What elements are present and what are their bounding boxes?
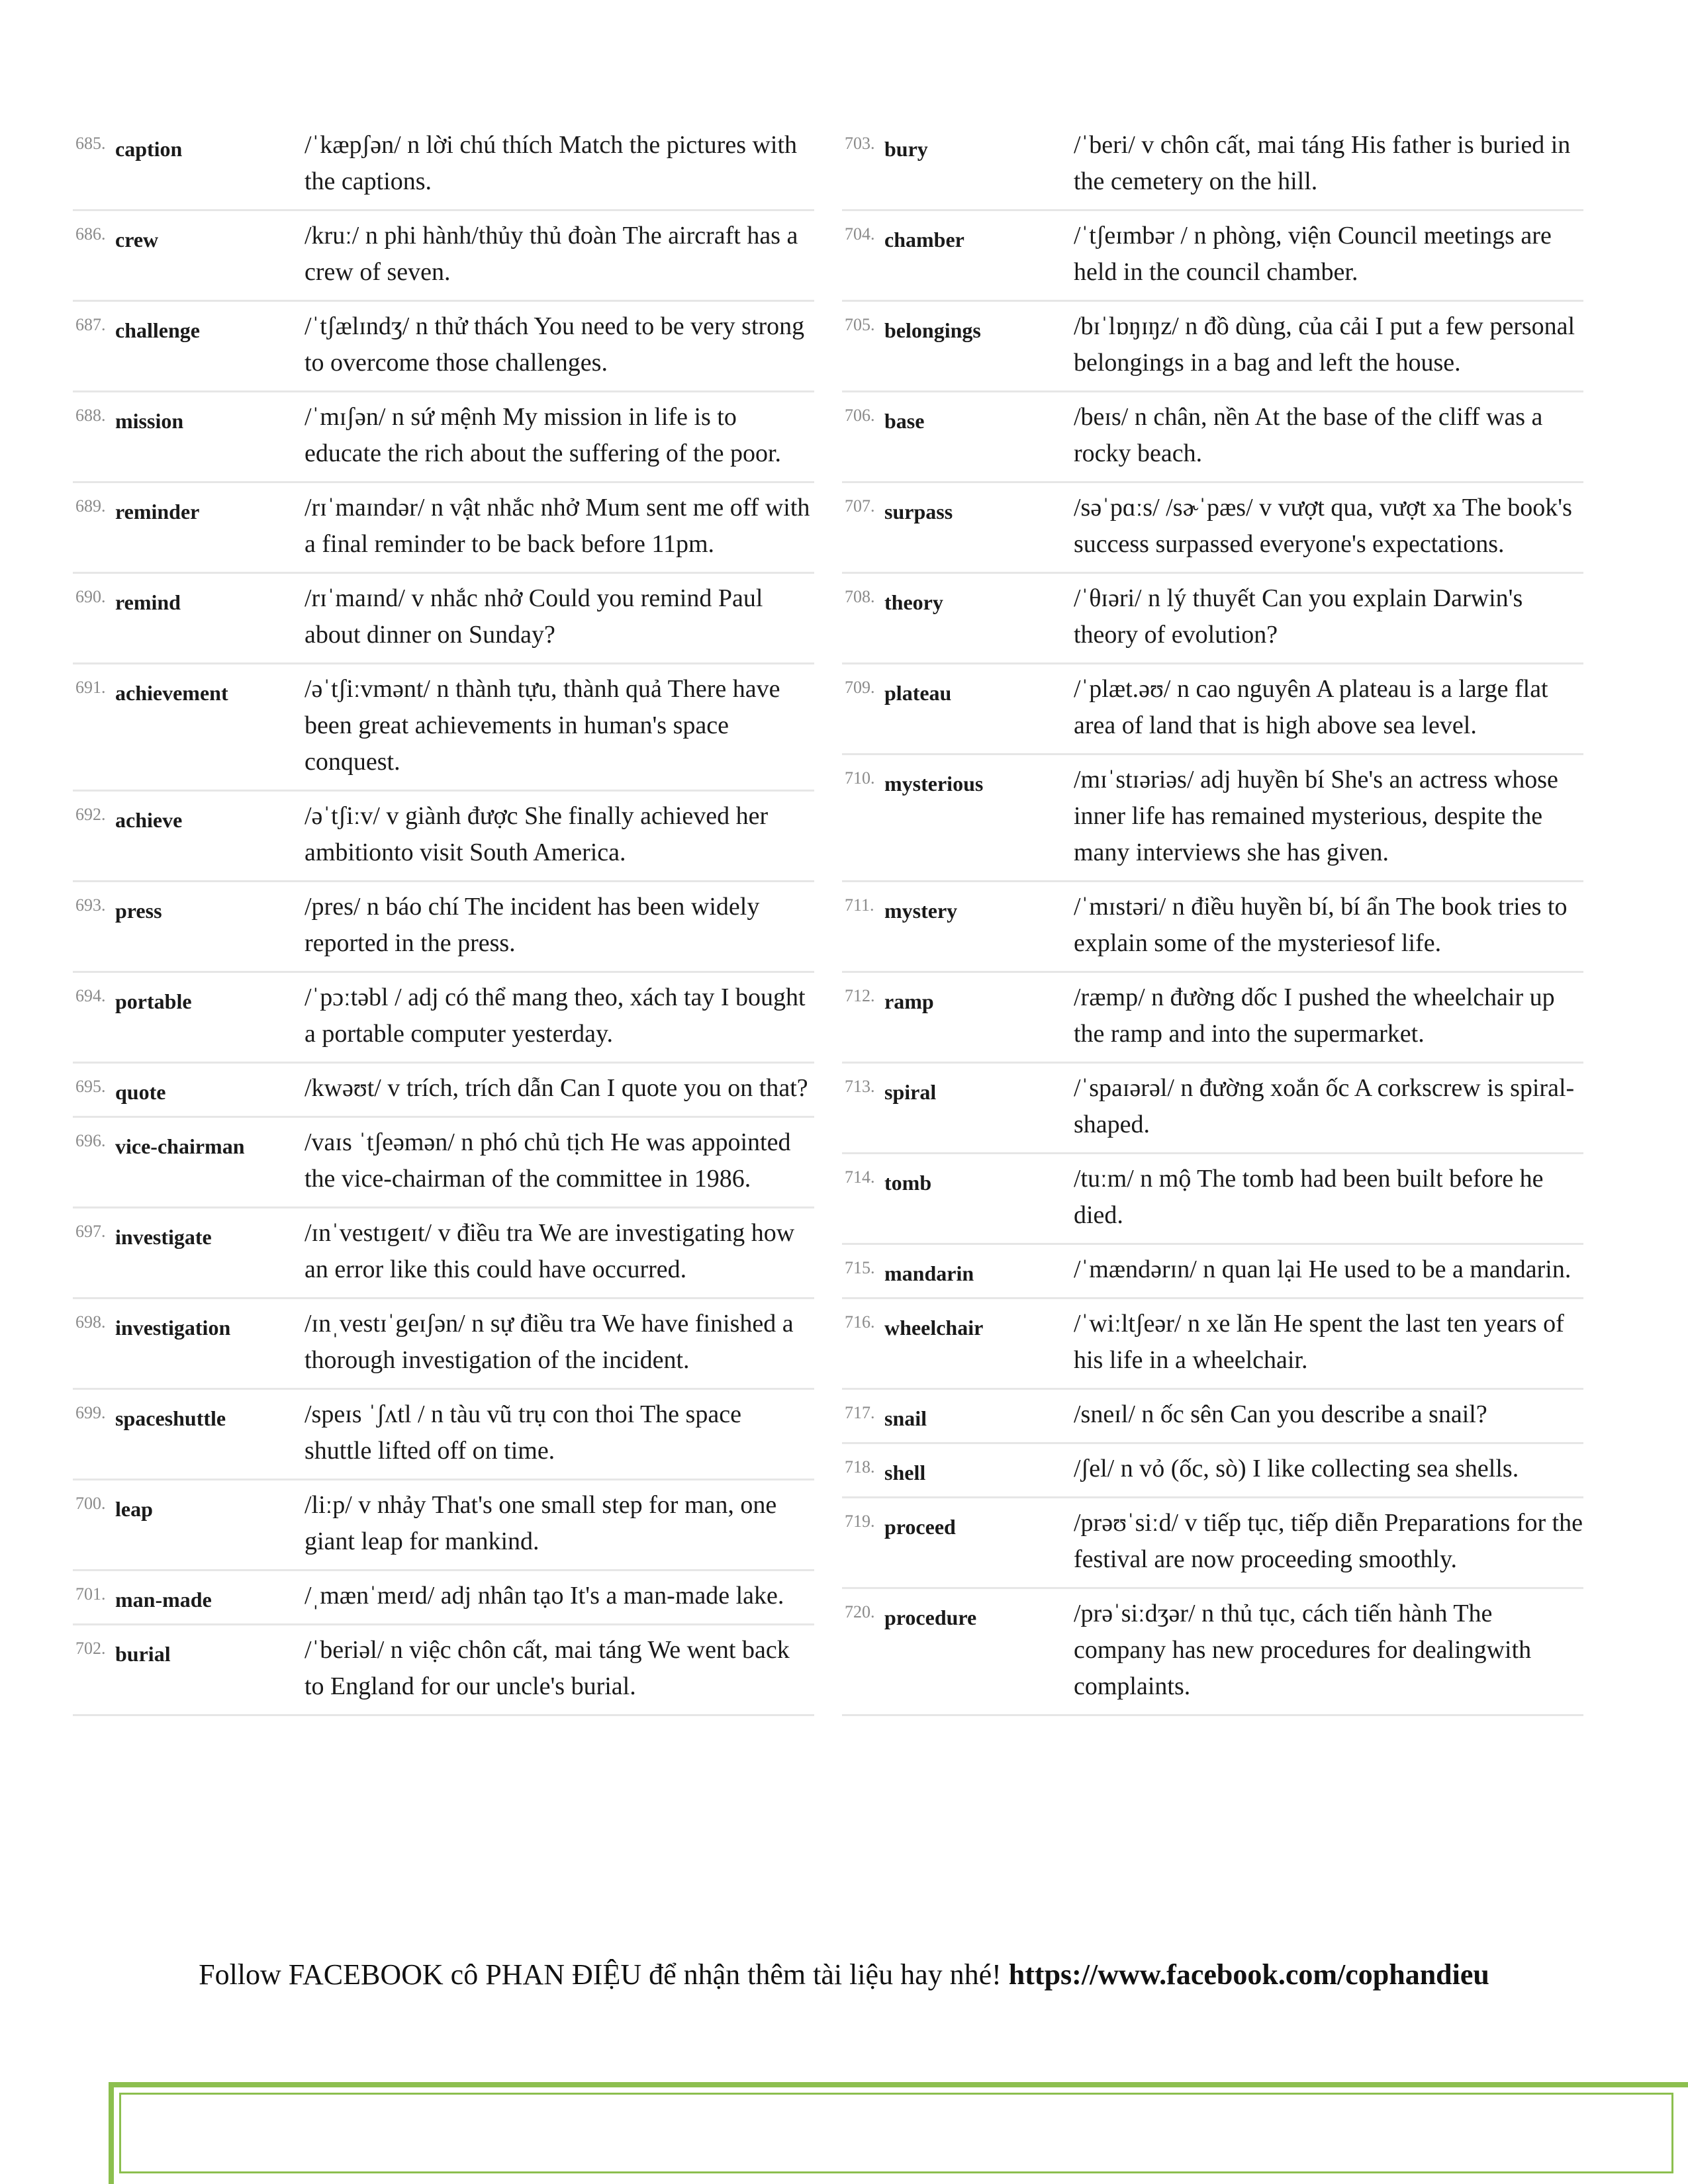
vocab-entry (842, 308, 1583, 392)
entry-number: 714. (845, 1167, 875, 1187)
vocab-entry (842, 762, 1583, 882)
vocab-entry (73, 671, 814, 792)
entry-definition: /ˈθɪəri/ n lý thuyết Can you explain Darwin's theory of evolution? (1074, 584, 1523, 649)
vocab-entry (842, 1251, 1583, 1299)
entry-number: 689. (75, 496, 106, 516)
entry-number: 720. (845, 1602, 875, 1621)
vocab-entry (73, 1487, 814, 1571)
vocab-entry (842, 218, 1583, 302)
entry-definition: /ʃel/ n vỏ (ốc, sò) I like collecting sea shells. (1074, 1455, 1519, 1482)
entry-definition: /kwəʊt/ v trích, trích dẫn Can I quote you on that? (305, 1074, 808, 1102)
entry-definition: /speɪs ˈʃʌtl / n tàu vũ trụ con thoi The space shuttle lifted off on time. (305, 1400, 741, 1465)
entry-definition: /ˈplæt.əʊ/ n cao nguyên A plateau is a large flat area of land that is high above sea level. (1074, 675, 1548, 739)
entry-number: 719. (845, 1512, 875, 1531)
vocab-entry (73, 1396, 814, 1480)
entry-definition: /ˈtʃeɪmbər / n phòng, viện Council meetings are held in the council chamber. (1074, 222, 1552, 286)
entry-number: 686. (75, 224, 106, 244)
entry-number: 706. (845, 406, 875, 425)
vocab-entry (842, 671, 1583, 755)
vocab-entry (73, 1578, 814, 1625)
vocabulary-column-right (842, 127, 1583, 1723)
entry-number: 709. (845, 678, 875, 697)
entry-definition: /ˈmɪʃən/ n sứ mệnh My mission in life is to educate the rich about the suffering of the poor. (305, 403, 781, 467)
entry-word: burial (115, 1642, 171, 1666)
vocab-entry (842, 1306, 1583, 1390)
entry-definition: /ˈmɪstəri/ n điều huyền bí, bí ẩn The book tries to explain some of the mysteriesof life. (1074, 893, 1568, 957)
entry-number: 694. (75, 986, 106, 1005)
entry-number: 685. (75, 134, 106, 153)
entry-number: 710. (845, 768, 875, 788)
entry-word: surpass (884, 500, 953, 523)
entry-number: 715. (845, 1258, 875, 1277)
vocab-entry (73, 399, 814, 483)
entry-word: ramp (884, 989, 934, 1013)
entry-number: 690. (75, 587, 106, 606)
entry-word: belongings (884, 318, 981, 342)
entry-word: caption (115, 137, 183, 161)
entry-number: 702. (75, 1639, 106, 1658)
entry-definition: /sneɪl/ n ốc sên Can you describe a snail? (1074, 1400, 1487, 1428)
entry-number: 705. (845, 315, 875, 334)
entry-number: 691. (75, 678, 106, 697)
entry-number: 700. (75, 1494, 106, 1513)
entry-number: 707. (845, 496, 875, 516)
vocab-entry (842, 889, 1583, 973)
entry-definition: /səˈpɑːs/ /sɚˈpæs/ v vượt qua, vượt xa The book's success surpassed everyone's expectations. (1074, 494, 1572, 558)
entry-definition: /vaɪs ˈtʃeəmən/ n phó chủ tịch He was appointed the vice-chairman of the committee in 1986. (305, 1128, 791, 1193)
entry-word: challenge (115, 318, 200, 342)
entry-definition: /ræmp/ n đường dốc I pushed the wheelchair up the ramp and into the supermarket. (1074, 983, 1555, 1048)
entry-word: quote (115, 1080, 166, 1104)
entry-definition: /əˈtʃiːv/ v giành được She finally achieved her ambitionto visit South America. (305, 802, 769, 866)
entry-word: portable (115, 989, 192, 1013)
vocab-entry (73, 308, 814, 392)
entry-word: achieve (115, 808, 183, 832)
entry-definition: /ɪnˌvestɪˈgeɪʃən/ n sự điều tra We have finished a thorough investigation of the incident. (305, 1310, 794, 1374)
entry-definition: /prəʊˈsiːd/ v tiếp tục, tiếp diễn Preparations for the festival are now proceeding smoothly. (1074, 1509, 1583, 1573)
vocab-entry (73, 889, 814, 973)
entry-word: investigation (115, 1316, 231, 1340)
entry-definition: /ˈberiəl/ n việc chôn cất, mai táng We went back to England for our uncle's burial. (305, 1636, 790, 1700)
entry-number: 698. (75, 1312, 106, 1332)
entry-word: base (884, 409, 925, 433)
entry-number: 687. (75, 315, 106, 334)
vocab-entry (842, 1161, 1583, 1245)
entry-number: 699. (75, 1403, 106, 1422)
entry-definition: /ˈkæpʃən/ n lời chú thích Match the pictures with the captions. (305, 131, 798, 195)
entry-definition: /ˌmænˈmeɪd/ adj nhân tạo It's a man-made lake. (305, 1582, 784, 1610)
vocab-entry (73, 218, 814, 302)
entry-number: 688. (75, 406, 106, 425)
entry-word: wheelchair (884, 1316, 984, 1340)
entry-word: man-made (115, 1588, 212, 1612)
entry-definition: /pres/ n báo chí The incident has been widely reported in the press. (305, 893, 760, 957)
vocab-entry (73, 798, 814, 882)
entry-number: 711. (845, 895, 874, 915)
entry-definition: /prəˈsiːdʒər/ n thủ tục, cách tiến hành The company has new procedures for dealingwith complaints. (1074, 1600, 1532, 1700)
entry-number: 703. (845, 134, 875, 153)
entry-word: shell (884, 1461, 926, 1484)
entry-number: 696. (75, 1131, 106, 1150)
entry-number: 704. (845, 224, 875, 244)
entry-definition: /ˈberi/ v chôn cất, mai táng His father is buried in the cemetery on the hill. (1074, 131, 1571, 195)
vocab-entry (73, 490, 814, 574)
vocab-entry (73, 1124, 814, 1208)
entry-number: 717. (845, 1403, 875, 1422)
entry-word: vice-chairman (115, 1134, 245, 1158)
footer-text: Follow FACEBOOK cô PHAN ĐIỆU để nhận thêm tài liệu hay nhé! (199, 1958, 1009, 1991)
entry-word: investigate (115, 1225, 212, 1249)
vocab-entry (842, 580, 1583, 664)
vocab-entry (842, 1070, 1583, 1154)
vocab-entry (842, 399, 1583, 483)
entry-definition: /mɪˈstɪəriəs/ adj huyền bí She's an actress whose inner life has remained mysterious, despite the many interviews she has given. (1074, 766, 1558, 866)
entry-definition: /ɪnˈvestɪgeɪt/ v điều tra We are investigating how an error like this could have occurred. (305, 1219, 795, 1283)
entry-number: 697. (75, 1222, 106, 1241)
entry-word: chamber (884, 228, 964, 251)
entry-definition: /tuːm/ n mộ The tomb had been built before he died. (1074, 1165, 1544, 1229)
entry-definition: /beɪs/ n chân, nền At the base of the cliff was a rocky beach. (1074, 403, 1543, 467)
vocab-entry (842, 127, 1583, 211)
entry-word: tomb (884, 1171, 932, 1195)
entry-word: leap (115, 1497, 153, 1521)
entry-word: reminder (115, 500, 200, 523)
entry-word: mystery (884, 899, 958, 923)
entry-word: press (115, 899, 162, 923)
entry-definition: /əˈtʃiːvmənt/ n thành tựu, thành quả There have been great achievements in human's space conquest. (305, 675, 780, 776)
vocab-entry (842, 979, 1583, 1064)
vocab-entry (73, 580, 814, 664)
footer-note (0, 1958, 1688, 1991)
entry-word: mandarin (884, 1261, 974, 1285)
entry-word: remind (115, 590, 181, 614)
entry-number: 693. (75, 895, 106, 915)
entry-word: spiral (884, 1080, 937, 1104)
entry-word: mysterious (884, 772, 984, 796)
entry-definition: /kruː/ n phi hành/thủy thủ đoàn The aircraft has a crew of seven. (305, 222, 798, 286)
vocab-entry (73, 1306, 814, 1390)
vocabulary-column-left (73, 127, 814, 1723)
entry-word: theory (884, 590, 943, 614)
entry-definition: /ˈwiːltʃeər/ n xe lăn He spent the last ten years of his life in a wheelchair. (1074, 1310, 1564, 1374)
entry-word: bury (884, 137, 928, 161)
entry-number: 695. (75, 1077, 106, 1096)
entry-number: 713. (845, 1077, 875, 1096)
vocab-entry (73, 127, 814, 211)
entry-number: 718. (845, 1457, 875, 1477)
vocab-entry (842, 490, 1583, 574)
entry-definition: /liːp/ v nhảy That's one small step for man, one giant leap for mankind. (305, 1491, 777, 1555)
entry-definition: /ˈmændərɪn/ n quan lại He used to be a mandarin. (1074, 1255, 1571, 1283)
entry-definition: /bɪˈlɒŋɪŋz/ n đồ dùng, của cải I put a few personal belongings in a bag and left the house. (1074, 312, 1575, 377)
vocab-entry (73, 1632, 814, 1716)
page-border-inner (119, 2093, 1673, 2173)
vocab-entry (73, 979, 814, 1064)
entry-word: snail (884, 1406, 927, 1430)
entry-number: 716. (845, 1312, 875, 1332)
vocab-entry (73, 1070, 814, 1118)
entry-definition: /rɪˈmaɪnd/ v nhắc nhở Could you remind Paul about dinner on Sunday? (305, 584, 763, 649)
entry-word: mission (115, 409, 184, 433)
entry-word: spaceshuttle (115, 1406, 226, 1430)
entry-definition: /ˈpɔːtəbl / adj có thể mang theo, xách tay I bought a portable computer yesterday. (305, 983, 806, 1048)
facebook-link[interactable]: https://www.facebook.com/cophandieu (1008, 1958, 1489, 1991)
entry-number: 708. (845, 587, 875, 606)
entry-word: plateau (884, 681, 952, 705)
entry-definition: /ˈtʃælɪndʒ/ n thử thách You need to be very strong to overcome those challenges. (305, 312, 805, 377)
vocab-entry (842, 1596, 1583, 1716)
entry-number: 701. (75, 1584, 106, 1604)
entry-word: crew (115, 228, 159, 251)
vocab-entry (73, 1215, 814, 1299)
entry-definition: /ˈspaɪərəl/ n đường xoắn ốc A corkscrew is spiral-shaped. (1074, 1074, 1575, 1138)
entry-definition: /rɪˈmaɪndər/ n vật nhắc nhở Mum sent me off with a final reminder to be back before 11pm. (305, 494, 810, 558)
vocab-entry (842, 1505, 1583, 1589)
vocab-entry (842, 1396, 1583, 1444)
entry-number: 712. (845, 986, 875, 1005)
entry-word: achievement (115, 681, 228, 705)
entry-number: 692. (75, 805, 106, 824)
entry-word: proceed (884, 1515, 956, 1539)
entry-word: procedure (884, 1606, 977, 1629)
vocab-entry (842, 1451, 1583, 1498)
